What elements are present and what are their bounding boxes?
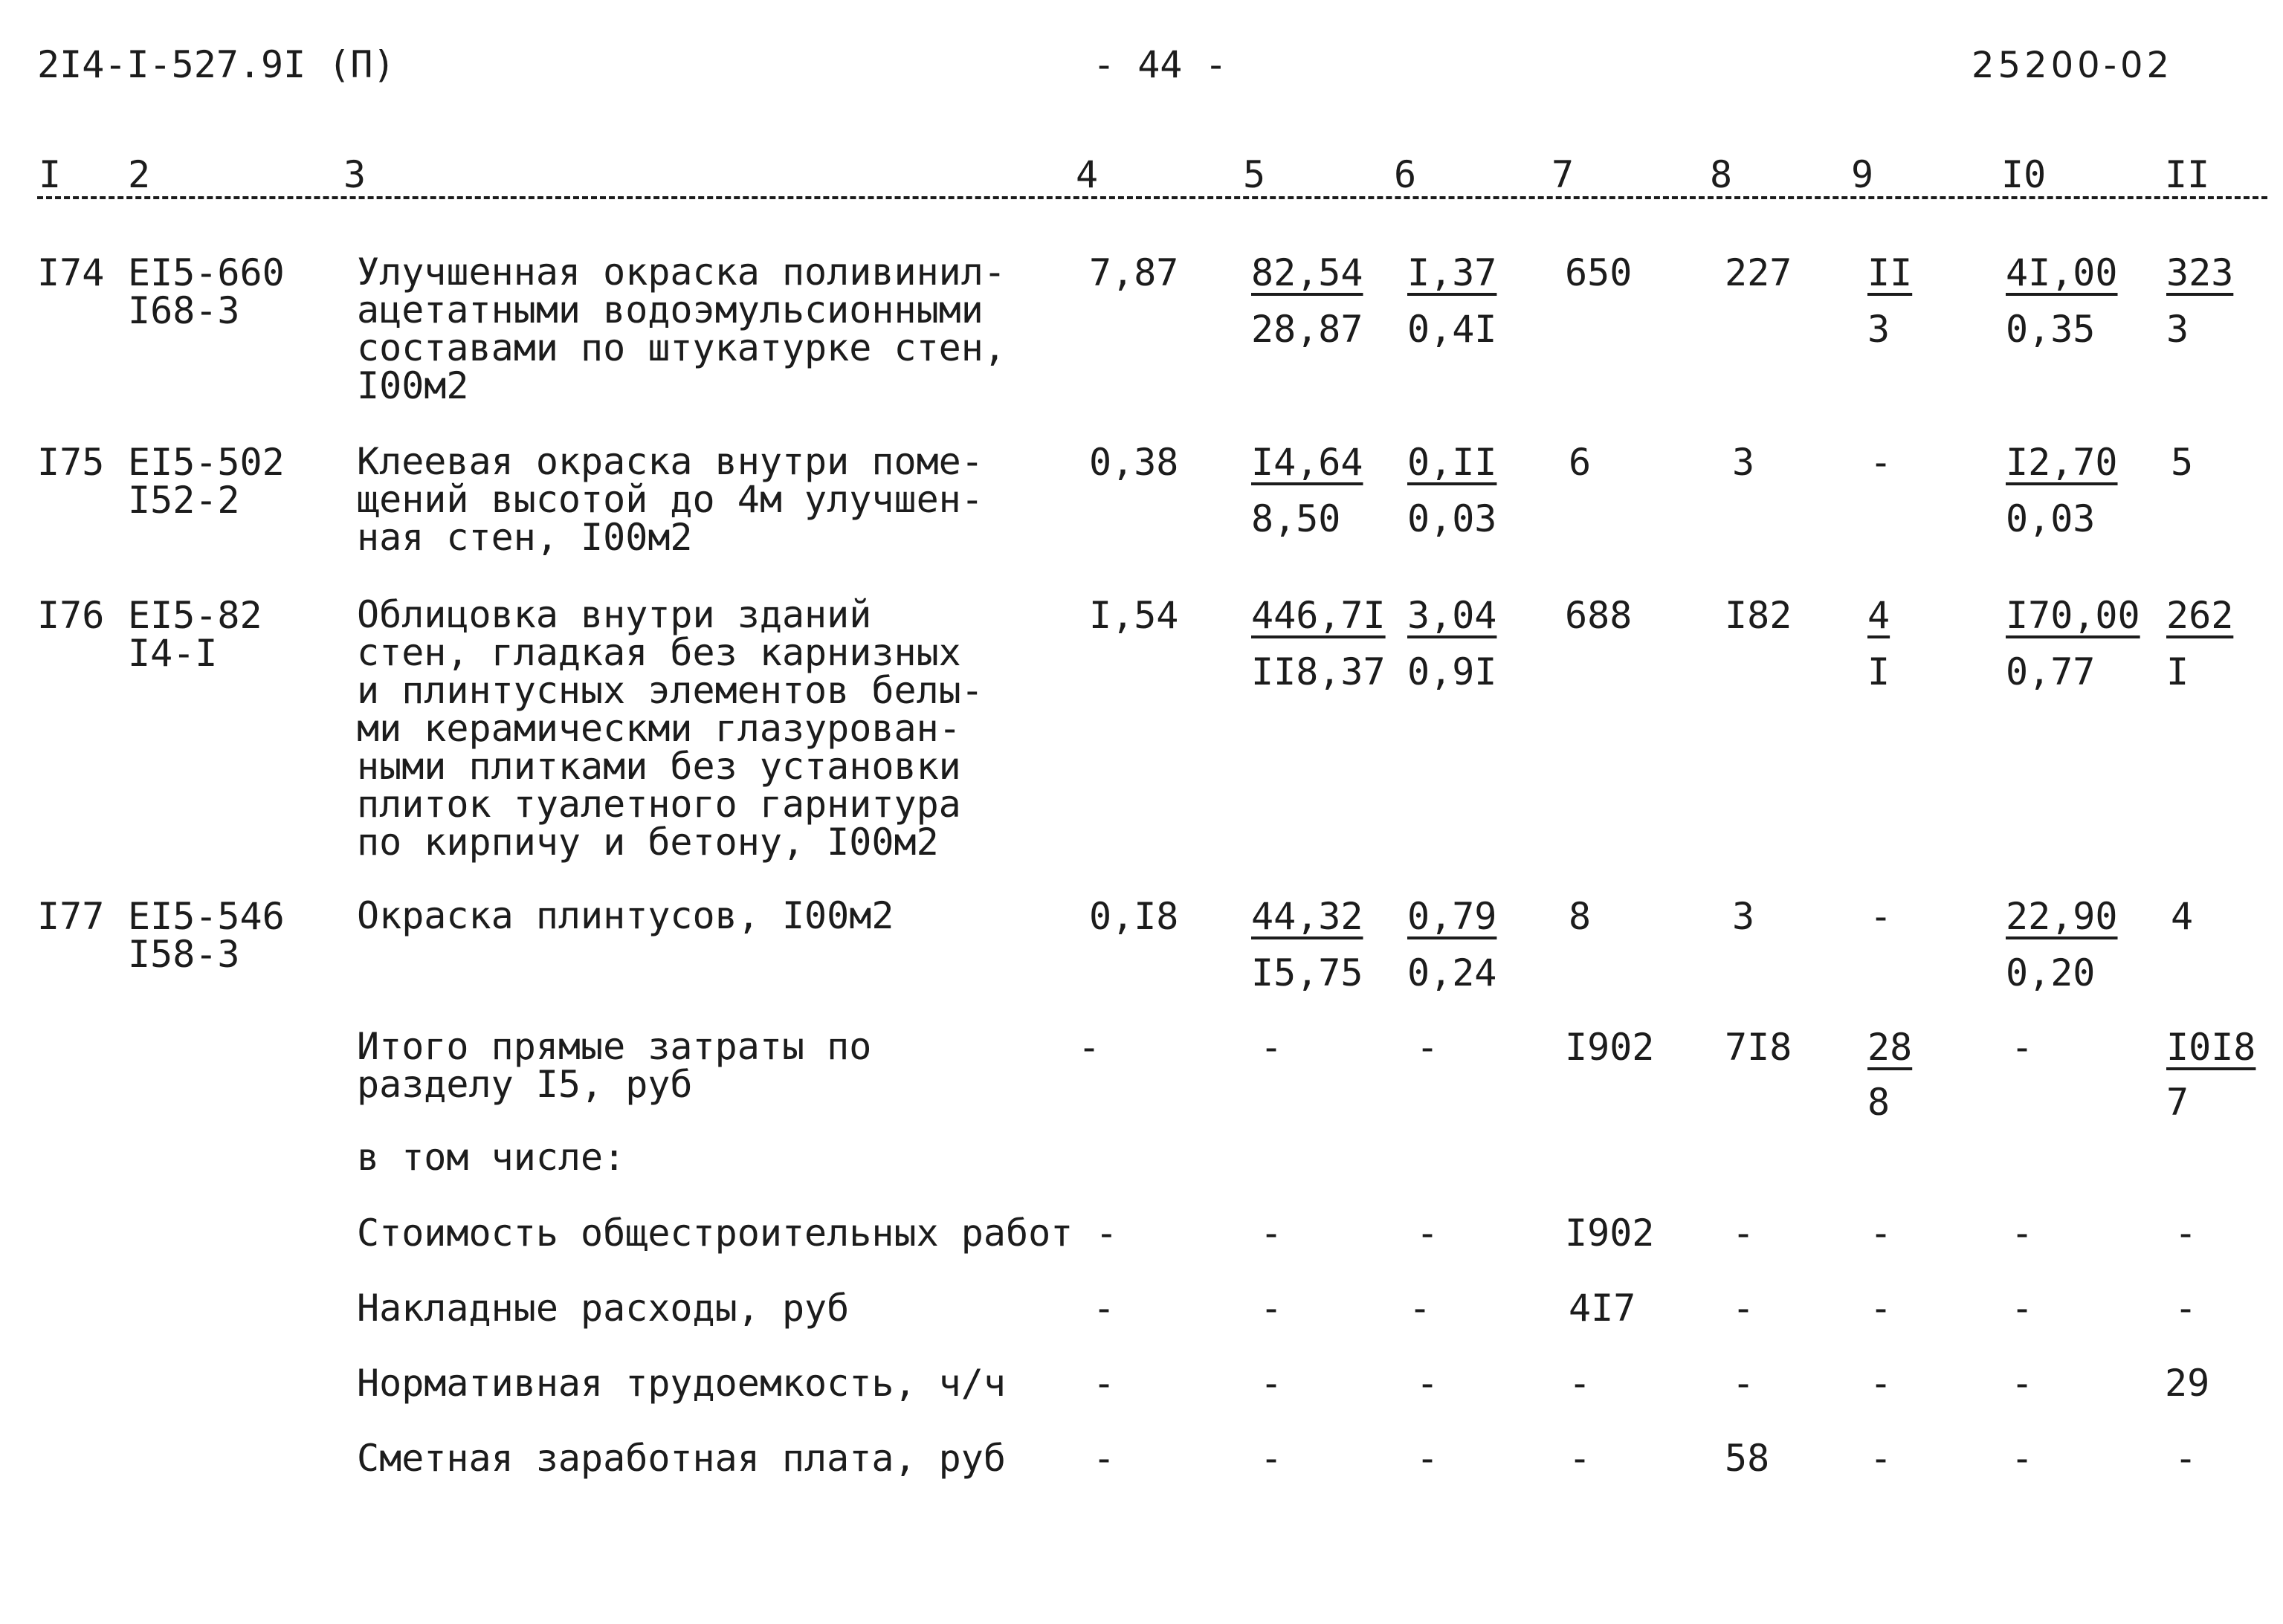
summary-c4: - <box>1093 1362 1116 1405</box>
summary-c7: - <box>1569 1362 1592 1405</box>
quantity: 0,38 <box>1089 441 1179 484</box>
quantity: 0,I8 <box>1089 895 1179 938</box>
summary-label: Стоимость общестроительных работ - <box>357 1211 1118 1255</box>
unit-cost-total: 446,7I <box>1251 594 1386 637</box>
column-number-4: 4 <box>1076 153 1099 196</box>
summary-label: Накладные расходы, руб <box>357 1287 850 1330</box>
column-number-8: 8 <box>1710 153 1733 196</box>
column-number-3: 3 <box>343 153 366 196</box>
quantity: 7,87 <box>1089 251 1179 294</box>
unit-cost-machine-wages: 0,4I <box>1407 308 1497 351</box>
wages-total: 3 <box>1732 441 1755 484</box>
unit-cost-machines: 3,04 <box>1407 594 1497 637</box>
totals-machine-wages: 8 <box>1867 1081 1890 1124</box>
machine-wages-total: I <box>1867 650 1890 693</box>
row-number: I75 <box>37 441 105 484</box>
summary-c11: - <box>2174 1287 2198 1330</box>
totals-machine-labor: 7 <box>2166 1081 2189 1124</box>
summary-c4: - <box>1093 1287 1116 1330</box>
column-number-10: I0 <box>2001 153 2047 196</box>
unit-cost-machines: I,37 <box>1407 251 1497 294</box>
summary-c11: - <box>2174 1437 2198 1480</box>
including-label: в том числе: <box>357 1136 626 1179</box>
totals-c6: - <box>1416 1026 1439 1069</box>
unit-cost-total: 82,54 <box>1251 251 1363 294</box>
summary-c9: - <box>1870 1211 1893 1255</box>
quantity: I,54 <box>1089 594 1179 637</box>
unit-cost-machine-wages: 0,9I <box>1407 650 1497 693</box>
totals-c5: - <box>1260 1026 1283 1069</box>
summary-c6: - <box>1416 1437 1439 1480</box>
wages-total: 227 <box>1725 251 1792 294</box>
rate-code: EI5-82 <box>128 594 262 637</box>
row-number: I74 <box>37 251 105 294</box>
rate-subcode: I68-3 <box>128 289 240 332</box>
machine-labor-total: I <box>2166 650 2189 693</box>
rate-code: EI5-546 <box>128 895 285 938</box>
machines-total: II <box>1867 251 1913 294</box>
machine-labor-total: 3 <box>2166 308 2189 351</box>
unit-cost-machines: 0,79 <box>1407 895 1497 938</box>
labor-per-unit: 22,90 <box>2006 895 2118 938</box>
labor-total: 262 <box>2166 594 2234 637</box>
machines-total: - <box>1870 441 1893 484</box>
total-cost: 688 <box>1565 594 1633 637</box>
sheet-code: 25200-02 <box>1972 45 2174 86</box>
work-description: Клеевая окраска внутри поме- щений высотой до 4м улучшен- ная стен, I00м2 <box>357 440 984 559</box>
labor-total: 323 <box>2166 251 2234 294</box>
labor-per-unit: I70,00 <box>2006 594 2140 637</box>
column-number-2: 2 <box>128 153 151 196</box>
summary-c5: - <box>1260 1437 1283 1480</box>
work-description: Облицовка внутри зданий стен, гладкая без карнизных и плинтусных элементов белы- ми керамическми глазурован- ными плитками без установки плиток туалетного гарнитура по кирпичу и бетону, I00м2 <box>357 593 984 864</box>
machine-labor-per-unit: 0,35 <box>2006 308 2096 351</box>
machine-labor-per-unit: 0,20 <box>2006 951 2096 994</box>
column-number-6: 6 <box>1394 153 1417 196</box>
summary-c7: 4I7 <box>1569 1287 1636 1330</box>
rate-code: EI5-660 <box>128 251 285 294</box>
column-number-9: 9 <box>1851 153 1874 196</box>
column-number-1: I <box>39 153 62 196</box>
unit-cost-wages: 28,87 <box>1251 308 1363 351</box>
machine-labor-per-unit: 0,77 <box>2006 650 2096 693</box>
summary-c11: - <box>2174 1211 2198 1255</box>
column-number-11: II <box>2165 153 2210 196</box>
summary-c10: - <box>2011 1287 2034 1330</box>
summary-c9: - <box>1870 1437 1893 1480</box>
work-description: Окраска плинтусов, I00м2 <box>357 894 894 937</box>
rate-code: EI5-502 <box>128 441 285 484</box>
unit-cost-machine-wages: 0,24 <box>1407 951 1497 994</box>
machines-total: 4 <box>1867 594 1890 637</box>
summary-c5: - <box>1260 1362 1283 1405</box>
totals-label: Итого прямые затраты по разделу I5, руб <box>357 1025 872 1106</box>
summary-c6: - <box>1416 1211 1439 1255</box>
totals-wages: 7I8 <box>1725 1026 1792 1069</box>
summary-c9: - <box>1870 1287 1893 1330</box>
totals-machines: 28 <box>1867 1026 1913 1069</box>
summary-c5: - <box>1260 1211 1283 1255</box>
unit-cost-total: I4,64 <box>1251 441 1363 484</box>
rate-subcode: I4-I <box>128 632 218 675</box>
summary-c5: - <box>1260 1287 1283 1330</box>
wages-total: 3 <box>1732 895 1755 938</box>
totals-total-cost: I902 <box>1565 1026 1655 1069</box>
summary-c9: - <box>1870 1362 1893 1405</box>
row-number: I76 <box>37 594 105 637</box>
summary-c10: - <box>2011 1437 2034 1480</box>
header-dashed-rule <box>37 196 2267 199</box>
page-number: - 44 - <box>1093 43 1227 86</box>
unit-cost-wages: 8,50 <box>1251 497 1341 540</box>
row-number: I77 <box>37 895 105 938</box>
unit-cost-wages: II8,37 <box>1251 650 1386 693</box>
column-number-7: 7 <box>1551 153 1575 196</box>
machines-total: - <box>1870 895 1893 938</box>
labor-per-unit: 4I,00 <box>2006 251 2118 294</box>
summary-c6: - <box>1416 1362 1439 1405</box>
summary-c10: - <box>2011 1362 2034 1405</box>
unit-cost-total: 44,32 <box>1251 895 1363 938</box>
summary-c8: 58 <box>1725 1437 1770 1480</box>
total-cost: 6 <box>1569 441 1592 484</box>
summary-c10: - <box>2011 1211 2034 1255</box>
work-description: Улучшенная окраска поливинил- ацетатными водоэмульсионными составами по штукатурке стен, I00м2 <box>357 250 1006 407</box>
summary-c8: - <box>1732 1211 1755 1255</box>
unit-cost-wages: I5,75 <box>1251 951 1363 994</box>
rate-subcode: I58-3 <box>128 933 240 976</box>
summary-label: Сметная заработная плата, руб <box>357 1437 1006 1480</box>
wages-total: I82 <box>1725 594 1792 637</box>
summary-c4: - <box>1093 1437 1116 1480</box>
labor-total: 5 <box>2171 441 2194 484</box>
column-number-5: 5 <box>1243 153 1266 196</box>
machine-wages-total: 3 <box>1867 308 1890 351</box>
machine-labor-per-unit: 0,03 <box>2006 497 2096 540</box>
total-cost: 650 <box>1565 251 1633 294</box>
summary-c7: I902 <box>1565 1211 1655 1255</box>
total-cost: 8 <box>1569 895 1592 938</box>
rate-subcode: I52-2 <box>128 479 240 522</box>
document-code: 2I4-I-527.9I (П) <box>37 43 395 86</box>
summary-label: Нормативная трудоемкость, ч/ч <box>357 1362 1006 1405</box>
labor-per-unit: I2,70 <box>2006 441 2118 484</box>
totals-c4: - <box>1078 1026 1101 1069</box>
summary-c11: 29 <box>2165 1362 2210 1405</box>
unit-cost-machine-wages: 0,03 <box>1407 497 1497 540</box>
totals-c10: - <box>2011 1026 2034 1069</box>
summary-c7: - <box>1569 1437 1592 1480</box>
summary-c6: - <box>1409 1287 1432 1330</box>
unit-cost-machines: 0,II <box>1407 441 1497 484</box>
summary-c8: - <box>1732 1287 1755 1330</box>
totals-labor: I0I8 <box>2166 1026 2256 1069</box>
summary-c8: - <box>1732 1362 1755 1405</box>
labor-total: 4 <box>2171 895 2194 938</box>
